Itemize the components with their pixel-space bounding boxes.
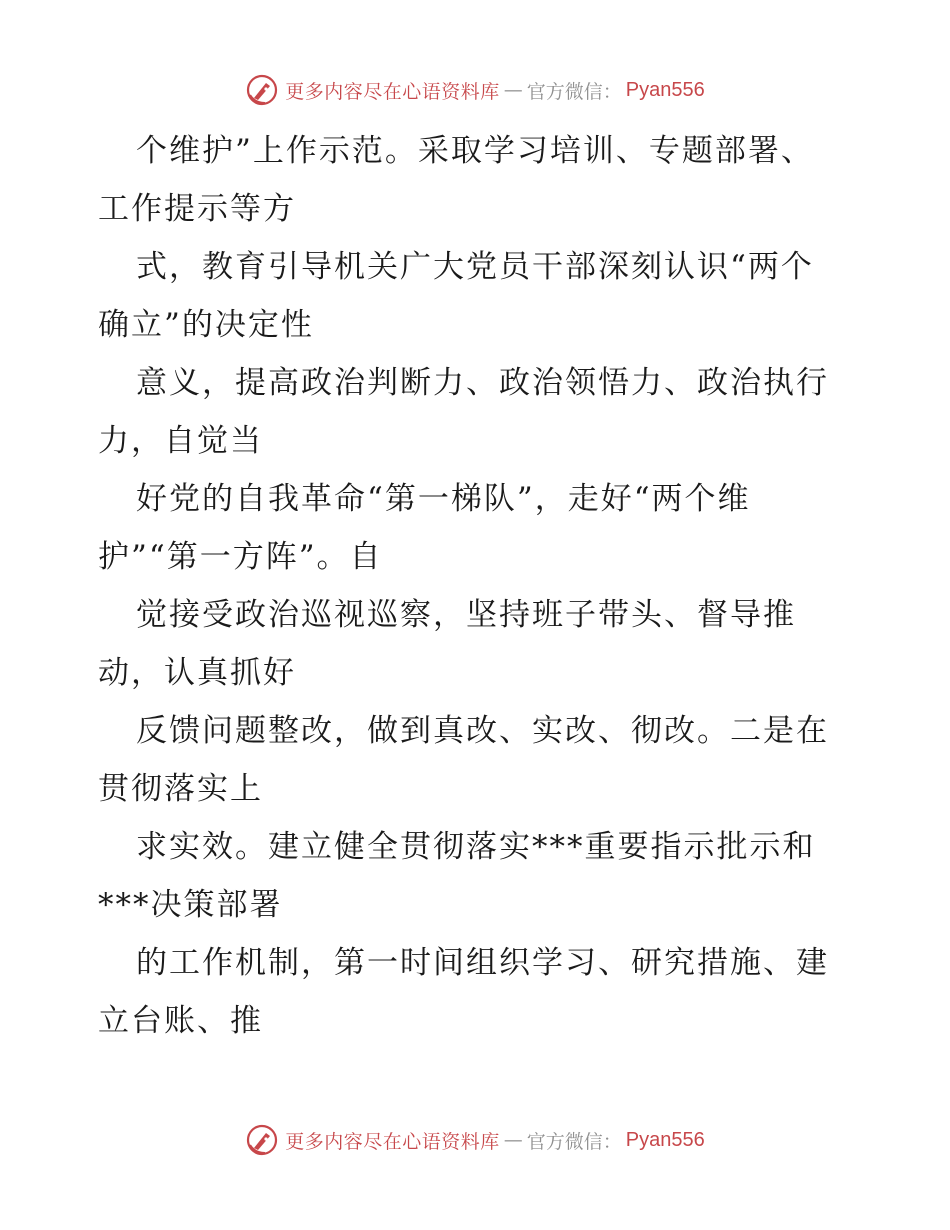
body-line: 工作提示等方 xyxy=(98,191,296,227)
body-line: ***决策部署 xyxy=(98,887,283,923)
banner-title: 更多内容尽在心语资料库 xyxy=(285,1130,500,1153)
banner-title: 更多内容尽在心语资料库 xyxy=(285,80,500,103)
banner-wechat-label: 官方微信： xyxy=(526,80,622,103)
body-line: 贯彻落实上 xyxy=(98,771,263,807)
banner-wechat-id: Pyan556 xyxy=(625,1128,705,1151)
header-banner xyxy=(0,70,950,110)
body-line: 力，自觉当 xyxy=(98,423,263,459)
pen-nib-logo-icon xyxy=(245,1123,279,1157)
body-line: 立台账、推 xyxy=(98,1003,263,1039)
banner-separator: — xyxy=(503,79,523,101)
body-line: 好党的自我革命“第一梯队”，走好“两个维 xyxy=(136,481,751,517)
body-line: 反馈问题整改，做到真改、实改、彻改。二是在 xyxy=(136,713,829,749)
body-line: 动，认真抓好 xyxy=(98,655,296,691)
body-line: 式，教育引导机关广大党员干部深刻认识“两个 xyxy=(136,249,814,285)
footer-banner xyxy=(0,1120,950,1160)
body-line: 意义，提高政治判断力、政治领悟力、政治执行 xyxy=(136,365,829,401)
body-line: 的工作机制，第一时间组织学习、研究措施、建 xyxy=(136,945,829,981)
body-line: 确立”的决定性 xyxy=(98,307,314,343)
banner-wechat-id: Pyan556 xyxy=(625,78,705,101)
banner-separator: — xyxy=(503,1129,523,1151)
body-line: 护”“第一方阵”。自 xyxy=(98,539,383,575)
body-line: 觉接受政治巡视巡察，坚持班子带头、督导推 xyxy=(136,597,796,633)
document-body xyxy=(98,122,868,1050)
body-line: 求实效。建立健全贯彻落实***重要指示批示和 xyxy=(136,829,816,865)
pen-nib-logo-icon xyxy=(245,73,279,107)
body-line: 个维护”上作示范。采取学习培训、专题部署、 xyxy=(136,133,814,169)
banner-wechat-label: 官方微信： xyxy=(526,1130,622,1153)
